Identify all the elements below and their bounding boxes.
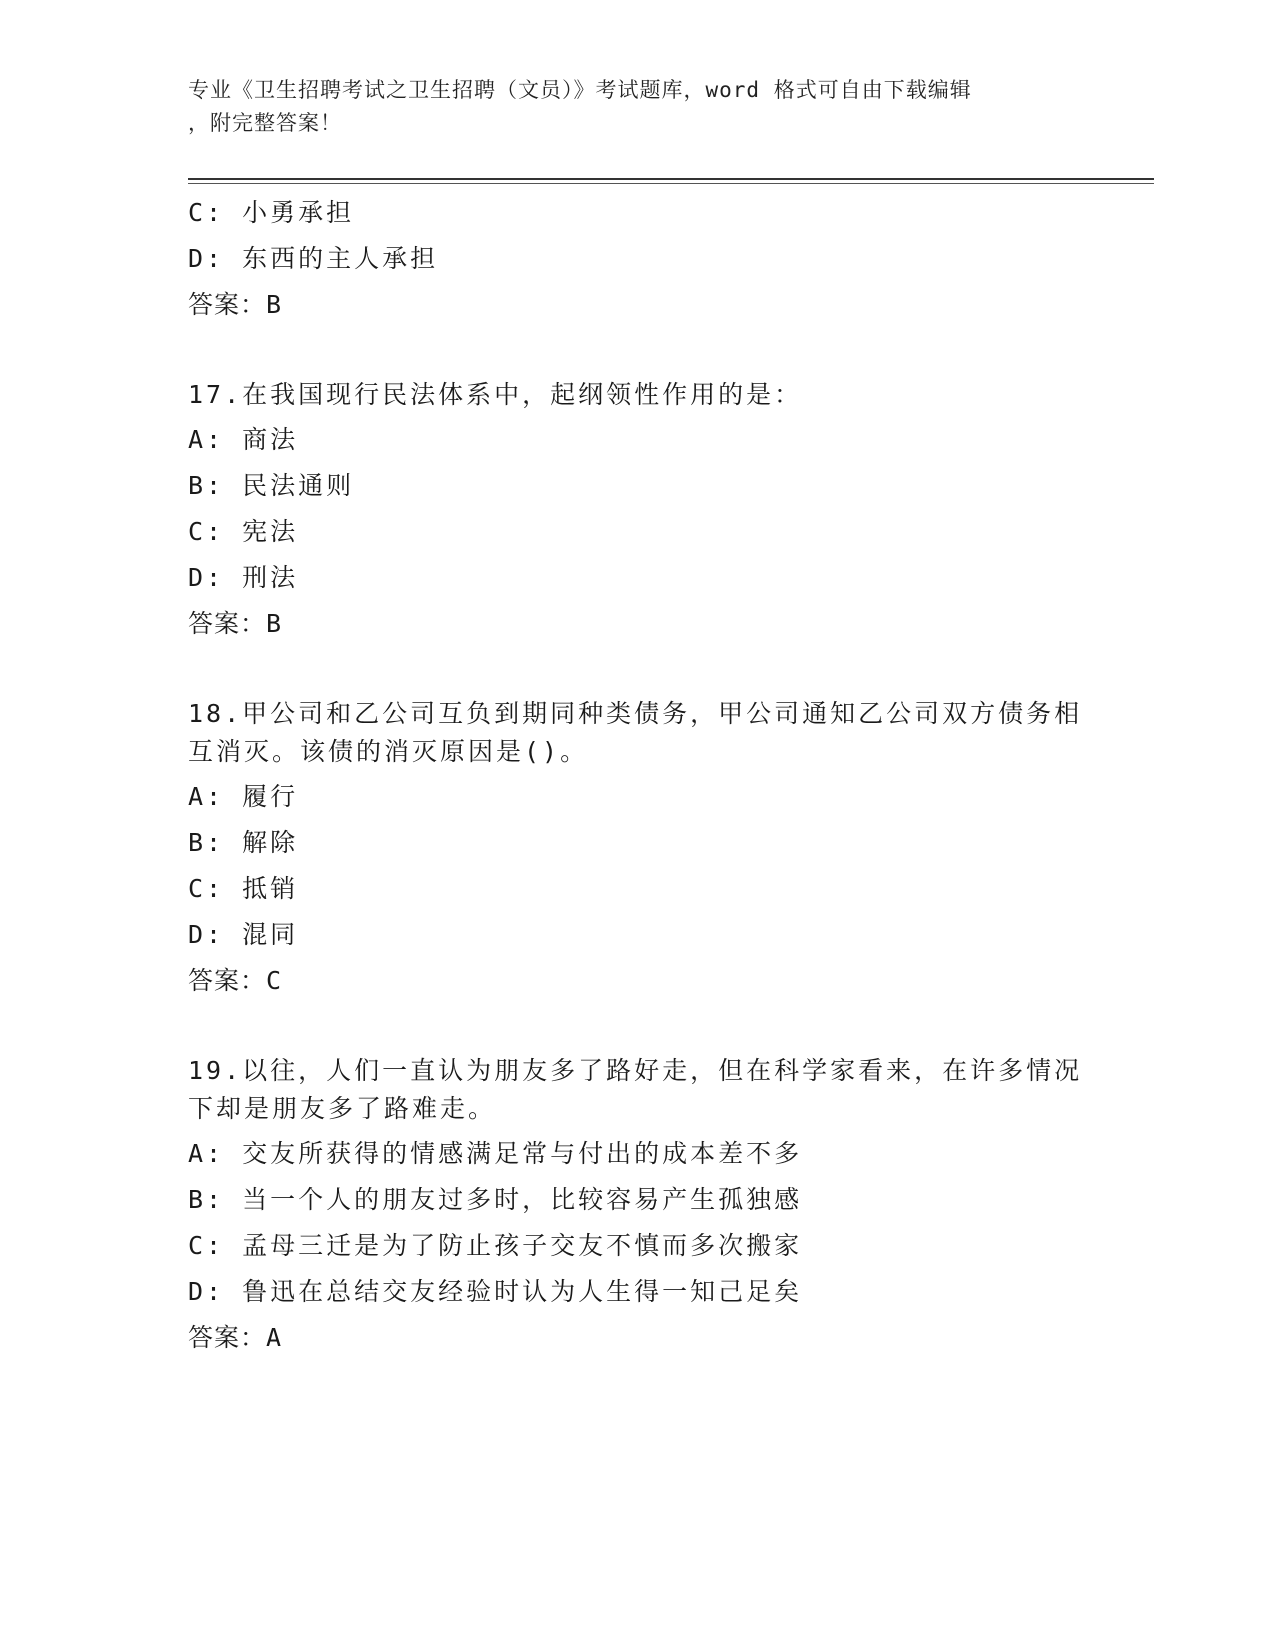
answer-label: 答案：	[188, 290, 267, 319]
header-divider-thin	[188, 183, 1154, 184]
answer-label: 答案：	[188, 966, 267, 995]
option-c: C: 孟母三迁是为了防止孩子交友不慎而多次搬家	[188, 1231, 803, 1260]
answer-line	[188, 1315, 1088, 1361]
question-stem: 19.以往，人们一直认为朋友多了路好走，但在科学家看来，在许多情况下却是朋友多了路难走。	[188, 1056, 1083, 1123]
option-b: B: 当一个人的朋友过多时，比较容易产生孤独感	[188, 1185, 803, 1214]
document-header	[188, 74, 1088, 140]
option-d: D: 刑法	[188, 563, 299, 592]
question-17	[188, 374, 1088, 647]
option-d: D: 混同	[188, 920, 299, 949]
question-stem: 18.甲公司和乙公司互负到期同种类债务，甲公司通知乙公司双方债务相互消灭。该债的消灭原因是()。	[188, 699, 1083, 766]
option-b: B: 解除	[188, 828, 299, 857]
answer-label: 答案：	[188, 609, 267, 638]
option-a: A: 交友所获得的情感满足常与付出的成本差不多	[188, 1139, 803, 1168]
answer-value: B	[266, 290, 283, 319]
spacer	[188, 647, 1088, 693]
answer-line	[188, 958, 1088, 1004]
option-d: D: 鲁迅在总结交友经验时认为人生得一知己足矣	[188, 1277, 803, 1306]
answer-line	[188, 282, 1088, 328]
header-line-2: ，附完整答案！	[188, 111, 342, 135]
spacer	[188, 1004, 1088, 1050]
question-18	[188, 693, 1088, 1004]
option-a: A: 商法	[188, 425, 299, 454]
header-line-1: 专业《卫生招聘考试之卫生招聘（文员）》考试题库，word 格式可自由下载编辑	[188, 78, 972, 102]
option-c: C: 小勇承担	[188, 198, 355, 227]
option-a: A: 履行	[188, 782, 299, 811]
question-stem: 17.在我国现行民法体系中，起纲领性作用的是：	[188, 380, 803, 409]
spacer	[188, 328, 1088, 374]
option-c: C: 宪法	[188, 517, 299, 546]
answer-label: 答案：	[188, 1323, 267, 1352]
answer-value: B	[266, 609, 283, 638]
option-c: C: 抵销	[188, 874, 299, 903]
option-d: D: 东西的主人承担	[188, 244, 439, 273]
question-16-tail	[188, 190, 1088, 328]
header-divider-thick	[188, 178, 1154, 180]
option-b: B: 民法通则	[188, 471, 355, 500]
answer-value: C	[266, 966, 283, 995]
answer-value: A	[266, 1323, 283, 1352]
answer-line	[188, 601, 1088, 647]
question-19	[188, 1050, 1088, 1361]
question-list	[188, 190, 1088, 1361]
